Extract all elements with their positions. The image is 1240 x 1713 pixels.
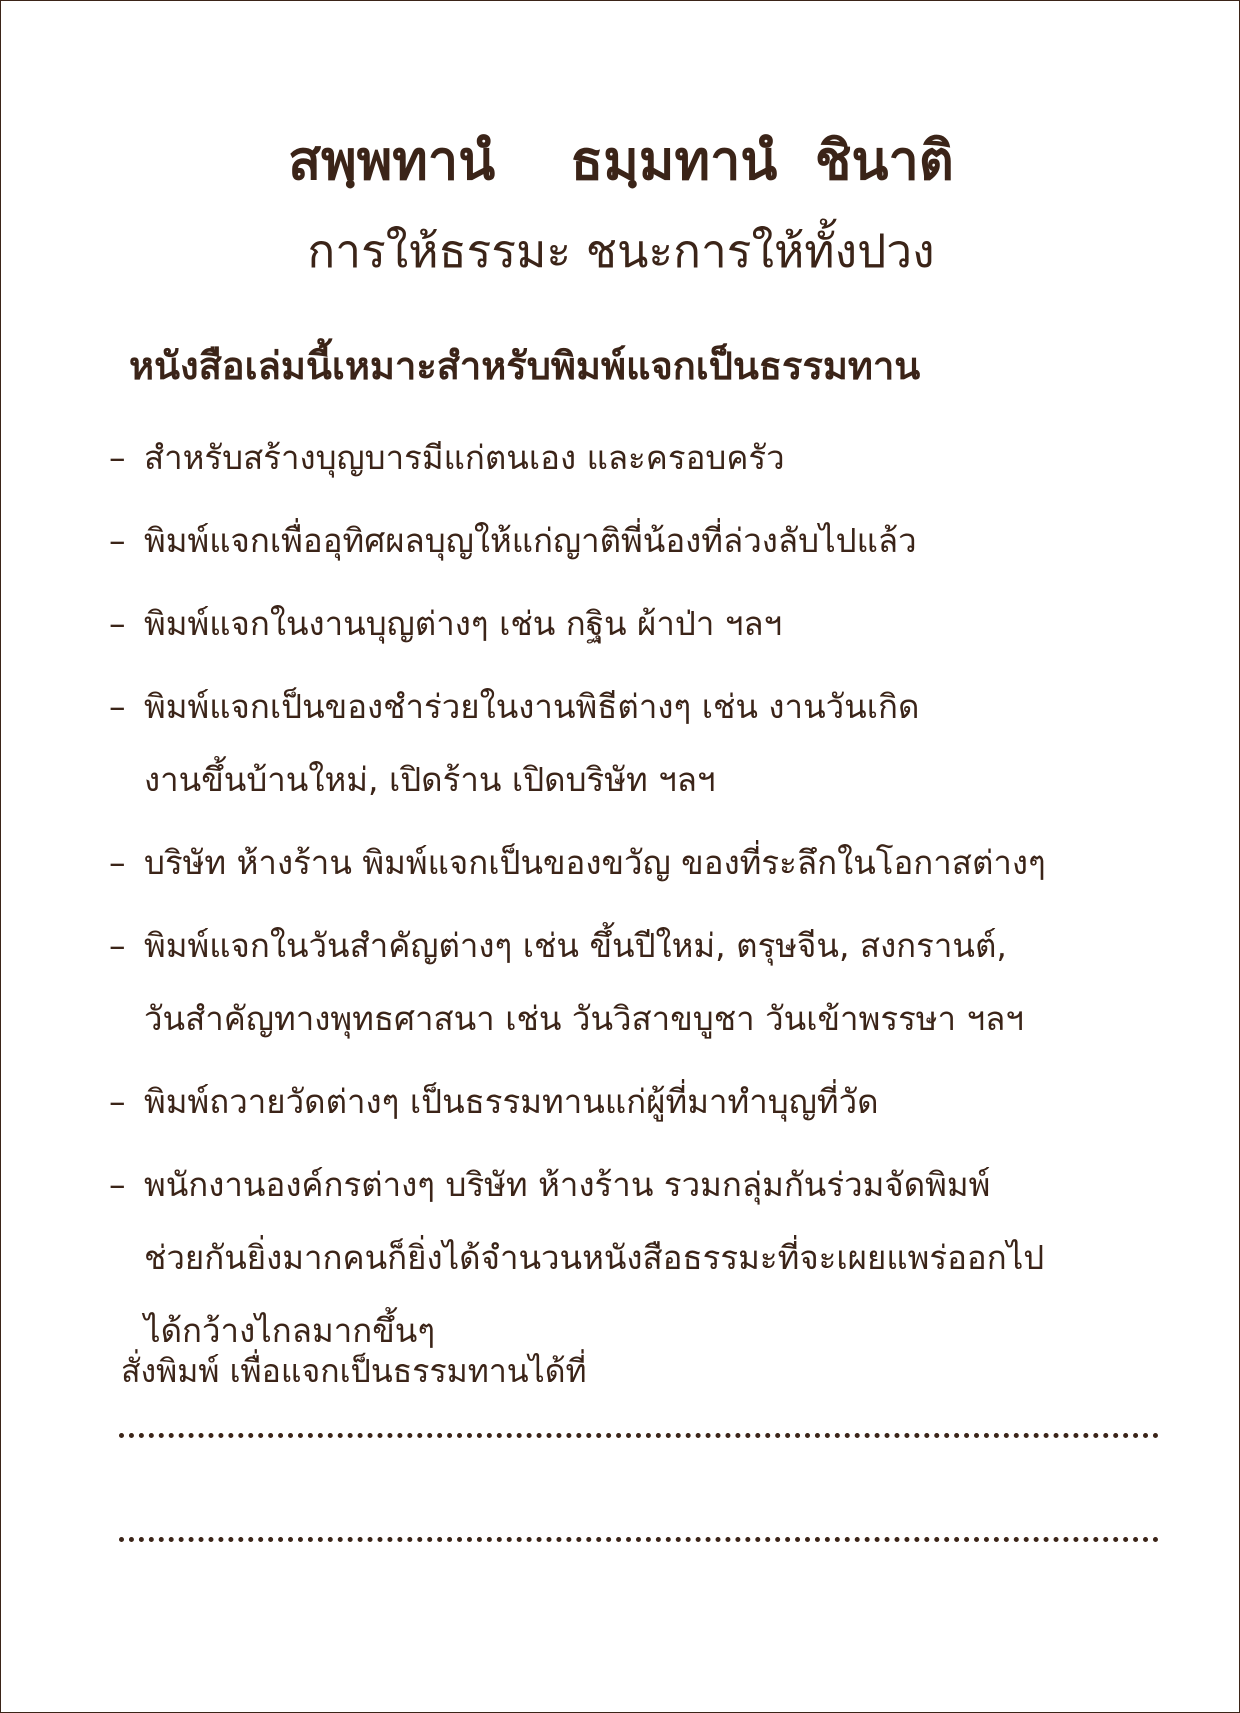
list-item-text: พิมพ์แจกเพื่ออุทิศผลบุญให้แก่ญาติพี่น้องที่ล่วงลับไปแล้ว [144,521,917,560]
list-item-text: พิมพ์แจกในวันสำคัญต่างๆ เช่น ขึ้นปีใหม่, ตรุษจีน, สงกรานต์, [144,926,1007,965]
section-heading: หนังสือเล่มนี้เหมาะสำหรับพิมพ์แจกเป็นธรรมทาน [129,344,921,388]
list-item [109,421,1229,494]
order-note: สั่งพิมพ์ เพื่อแจกเป็นธรรมทานได้ที่ [121,1352,587,1390]
bullet-dash: – [109,521,126,560]
list-item [109,587,1229,660]
list-item-line [109,587,1229,660]
list-item-line [109,826,1229,899]
thai-subtitle: การให้ธรรมะ ชนะการให้ทั้งปวง [307,224,935,278]
list-item-text: บริษัท ห้างร้าน พิมพ์แจกเป็นของขวัญ ของที่ระลึกในโอกาสต่างๆ [144,843,1046,882]
list-item-line [109,421,1229,494]
list-item-line [109,504,1229,577]
list-item-text: วันสำคัญทางพุทธศาสนา เช่น วันวิสาขบูชา วันเข้าพรรษา ฯลฯ [144,999,1024,1038]
list-item-line [109,670,1229,743]
list-item-text: พิมพ์แจกในงานบุญต่างๆ เช่น กฐิน ผ้าป่า ฯลฯ [144,604,783,643]
list-item [109,909,1229,1055]
dotted-fill-line [119,1537,1159,1542]
bullet-dash: – [109,604,126,643]
list-item-text: พิมพ์แจกเป็นของชำร่วยในงานพิธีต่างๆ เช่น งานวันเกิด [144,687,920,726]
list-item-text: พิมพ์ถวายวัดต่างๆ เป็นธรรมทานแก่ผู้ที่มาทำบุญที่วัด [144,1082,879,1121]
list-item [109,670,1229,816]
list-item [109,1065,1229,1138]
bullet-dash: – [109,687,126,726]
list-item-line [109,1065,1229,1138]
pali-title: สพฺพทานํ ธมฺมทานํ ชินาติ [288,129,954,192]
list-item-text: ช่วยกันยิ่งมากคนก็ยิ่งได้จำนวนหนังสือธรรมะที่จะเผยแพร่ออกไป [144,1238,1045,1277]
bullet-dash: – [109,926,126,965]
usage-list [109,421,1229,1377]
list-item-text: ได้กว้างไกลมากขึ้นๆ [144,1311,436,1350]
list-item-continuation [109,1221,1229,1294]
dotted-fill-line [119,1433,1159,1438]
list-item-text: สำหรับสร้างบุญบารมีแก่ตนเอง และครอบครัว [144,438,785,477]
list-item [109,504,1229,577]
bullet-dash: – [109,843,126,882]
list-item-text: งานขึ้นบ้านใหม่, เปิดร้าน เปิดบริษัท ฯลฯ [144,760,716,799]
list-item-text: พนักงานองค์กรต่างๆ บริษัท ห้างร้าน รวมกลุ่มกันร่วมจัดพิมพ์ [144,1165,991,1204]
bullet-dash: – [109,1082,126,1121]
list-item-continuation [109,982,1229,1055]
list-item-line [109,1148,1229,1221]
list-item-line [109,909,1229,982]
bullet-dash: – [109,438,126,477]
bullet-dash: – [109,1165,126,1204]
list-item-continuation [109,743,1229,816]
list-item [109,826,1229,899]
list-item [109,1148,1229,1367]
